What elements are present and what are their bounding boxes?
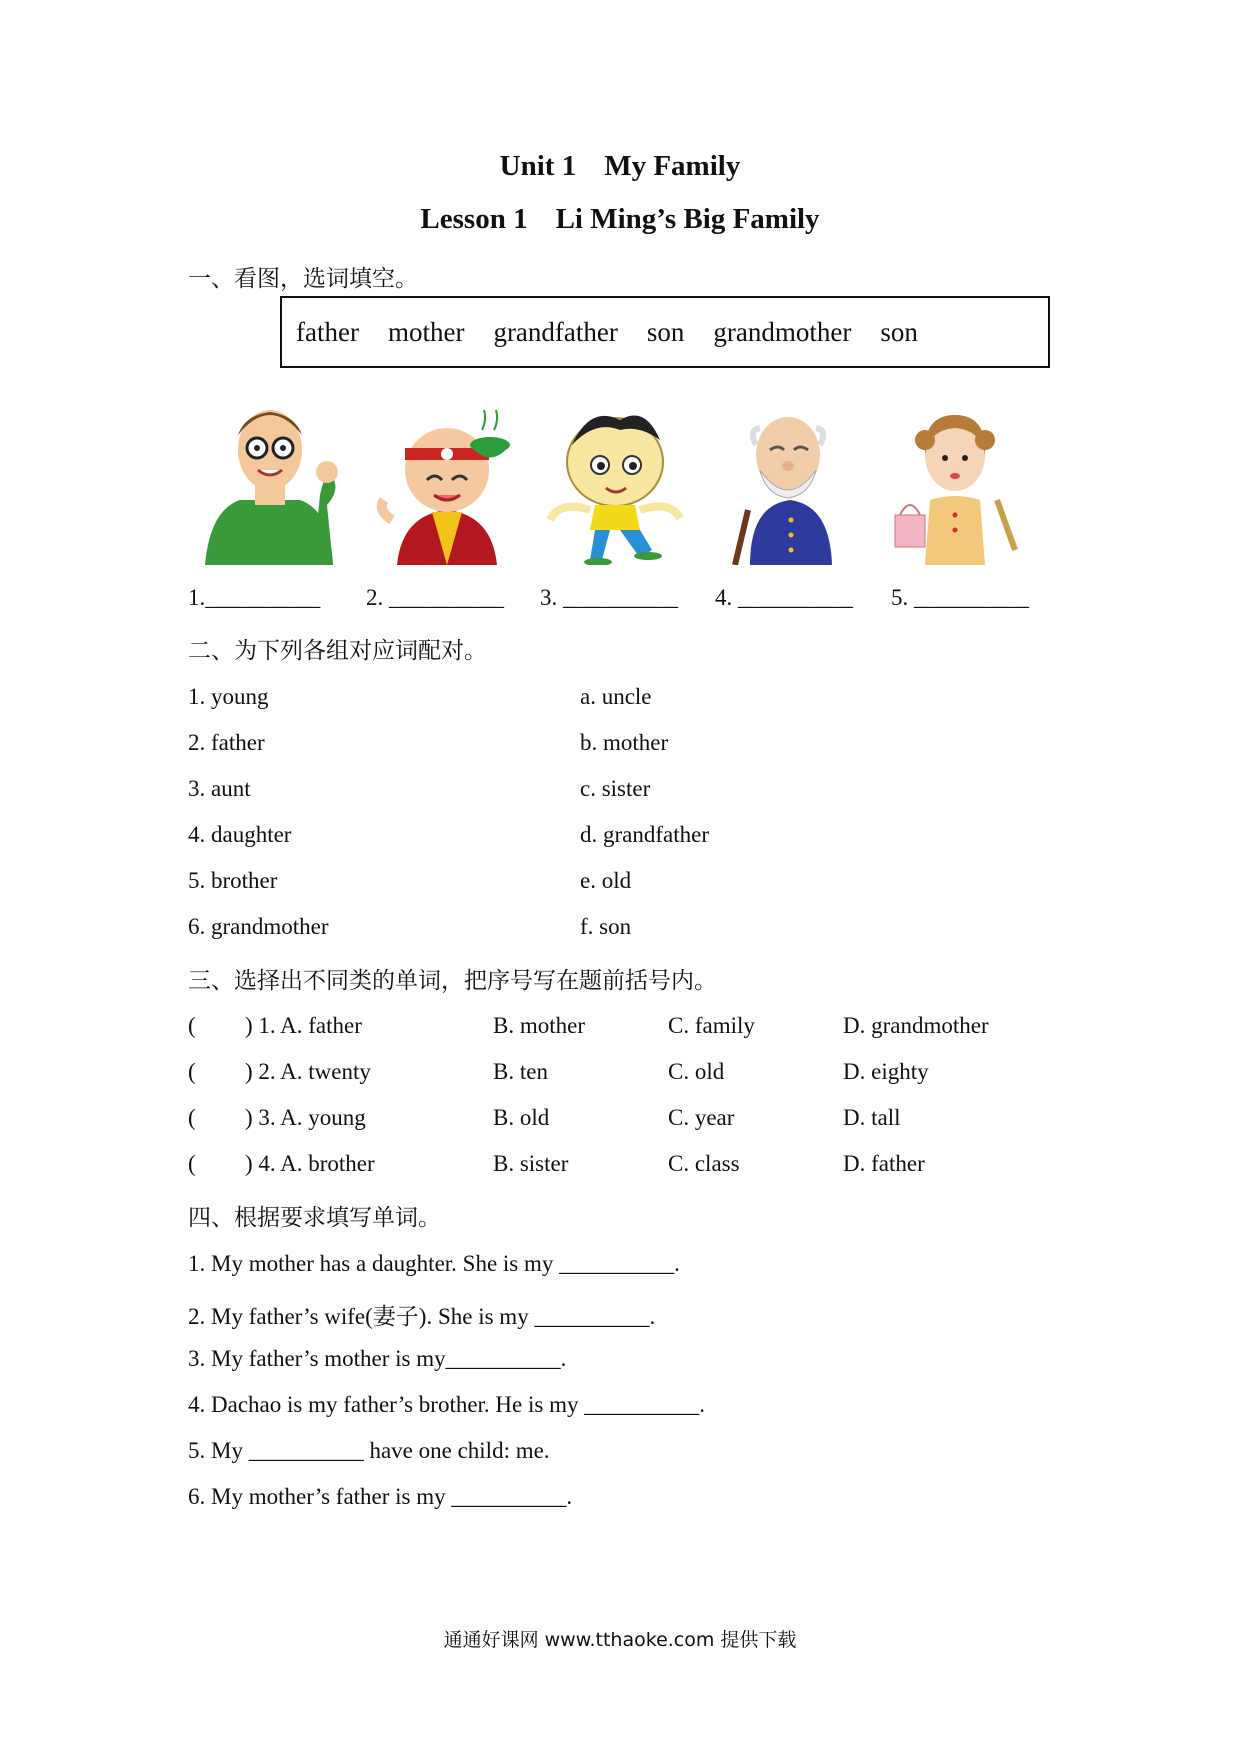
part1-heading: 一、看图，选词填空。 [188,266,418,292]
choice-paren[interactable]: ( [188,1105,196,1130]
choice-option-b: B. sister [493,1151,569,1176]
fill-in-sentence[interactable]: 3. My father’s mother is my__________. [188,1346,567,1371]
match-right-item: b. mother [580,730,669,755]
fill-in-sentence[interactable]: 1. My mother has a daughter. She is my __________. [188,1251,680,1276]
word-bank-box [280,296,1050,368]
choice-paren[interactable]: ( [188,1013,196,1038]
word-bank-word: son [880,316,918,347]
lesson-name: Li Ming’s Big Family [555,203,820,235]
choice-option-d: D. father [843,1151,925,1176]
match-left-item: 4. daughter [188,822,292,847]
grandfather-with-cane-icon [720,400,860,565]
choice-option-c: C. family [668,1013,755,1038]
word-bank-word: grandfather [493,316,618,347]
word-bank-word: son [646,316,685,347]
fill-in-sentence[interactable]: 2. My father’s wife(妻子). She is my __________. [188,1304,656,1329]
answer-blank-1[interactable]: 1.__________ [188,585,321,610]
part2-heading: 二、为下列各组对应词配对。 [188,638,487,664]
lesson-title [0,203,1240,236]
word-bank-word: mother [387,316,465,347]
choice-option-a: ) 1. A. father [245,1013,362,1038]
choice-paren[interactable]: ( [188,1151,196,1176]
match-left-item: 2. father [188,730,265,755]
choice-option-b: B. mother [493,1013,585,1038]
lesson-label: Lesson 1 [420,203,528,235]
choice-option-d: D. tall [843,1105,901,1130]
match-left-item: 5. brother [188,868,278,893]
part3-heading: 三、选择出不同类的单词，把序号写在题前括号内。 [188,968,717,994]
choice-option-a: ) 3. A. young [245,1105,366,1130]
answer-blank-2[interactable]: 2. __________ [366,585,504,610]
choice-option-c: C. old [668,1059,725,1084]
match-right-item: e. old [580,868,632,893]
grandmother-with-bowl-icon [372,400,522,565]
choice-option-b: B. old [493,1105,550,1130]
part4-heading: 四、根据要求填写单词。 [188,1205,441,1231]
footer-credit: 通通好课网 www.tthaoke.com 提供下载 [443,1629,797,1651]
match-right-item: d. grandfather [580,822,709,847]
word-bank-word: father [296,316,359,347]
fill-in-sentence[interactable]: 5. My __________ have one child: me. [188,1438,550,1463]
choice-option-a: ) 4. A. brother [245,1151,375,1176]
fill-in-sentence[interactable]: 6. My mother’s father is my __________. [188,1484,573,1509]
match-left-item: 3. aunt [188,776,251,801]
choice-option-d: D. eighty [843,1059,929,1084]
word-bank-word: grandmother [713,316,852,347]
boy-dancing-icon [540,400,690,565]
unit-name: My Family [604,150,741,182]
match-left-item: 1. young [188,684,269,709]
answer-blank-4[interactable]: 4. __________ [715,585,853,610]
man-with-glasses-icon [195,400,345,565]
unit-title [0,150,1240,183]
choice-paren[interactable]: ( [188,1059,196,1084]
answer-blank-3[interactable]: 3. __________ [540,585,678,610]
fill-in-sentence[interactable]: 4. Dachao is my father’s brother. He is my __________. [188,1392,705,1417]
choice-option-a: ) 2. A. twenty [245,1059,371,1084]
choice-option-c: C. class [668,1151,740,1176]
choice-option-b: B. ten [493,1059,548,1084]
choice-option-d: D. grandmother [843,1013,989,1038]
match-right-item: c. sister [580,776,651,801]
unit-label: Unit 1 [499,150,577,182]
match-right-item: a. uncle [580,684,652,709]
match-right-item: f. son [580,914,632,939]
match-left-item: 6. grandmother [188,914,329,939]
answer-blank-5[interactable]: 5. __________ [891,585,1029,610]
choice-option-c: C. year [668,1105,735,1130]
woman-with-bag-icon [885,400,1025,565]
